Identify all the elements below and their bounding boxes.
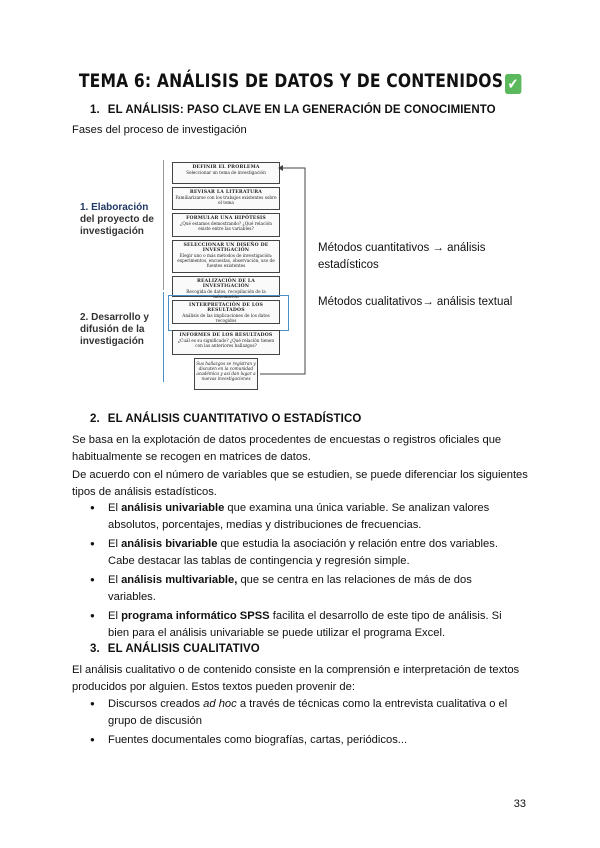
paragraph-line: habitualmente se recogen en matrices de datos. xyxy=(72,451,311,463)
list-item-text: que estudia la asociación y relación entre dos variables. Cabe destacar las tablas de contingencia y regresión simple. xyxy=(108,538,498,567)
list-item-text: El xyxy=(108,610,122,622)
list-item-text: que examina una única variable. Se analizan valores absolutos, porcentajes, medias y distribuciones de frecuencias. xyxy=(108,502,490,531)
qualitative-sources-list xyxy=(92,696,522,752)
paragraph-line: producidos por alguien. Estos textos pueden provenir de: xyxy=(72,681,355,693)
list-item xyxy=(92,572,522,605)
paragraph-line: tipos de análisis estadísticos. xyxy=(72,486,217,498)
note-qualitative: Métodos cualitativos→ análisis textual xyxy=(318,296,513,308)
list-item-text: El xyxy=(108,502,122,514)
page-number: 33 xyxy=(513,798,526,810)
flow-box-text: ¿Qué estamos demostrando? ¿Qué relación existe entre las variables? xyxy=(180,221,272,231)
side-label-development-line: 2. Desarrollo y xyxy=(80,312,149,323)
page-title-text: TEMA 6: ANÁLISIS DE DATOS Y DE CONTENIDOS xyxy=(78,70,504,92)
list-item xyxy=(92,608,522,641)
check-mark-icon: ✔ xyxy=(505,74,521,94)
section-3-heading xyxy=(90,643,260,655)
list-item xyxy=(92,696,522,729)
section-3-title: EL ANÁLISIS CUALITATIVO xyxy=(107,643,260,655)
section-1-number: 1. xyxy=(90,104,100,116)
list-item-bold: programa informático SPSS xyxy=(121,610,270,622)
list-item-bold: análisis univariable xyxy=(121,502,225,514)
list-item-text: facilita el desarrollo de este tipo de análisis. Si bien para el análisis univariable se puede utilizar el programa Excel. xyxy=(108,610,502,639)
list-item-italic: ad hoc xyxy=(203,698,237,710)
page-title xyxy=(54,70,546,94)
flow-box-text: Análisis de las implicaciones de los datos recogidos xyxy=(182,313,270,323)
list-item-text: El xyxy=(108,538,122,550)
paragraph-line: De acuerdo con el número de variables que se estudien, se puede diferenciar los siguientes xyxy=(72,469,528,481)
bracket-line-development xyxy=(163,292,164,382)
list-item-text: Fuentes documentales como biografías, cartas, periódicos... xyxy=(108,734,408,746)
statistical-analysis-list xyxy=(92,500,522,644)
flow-box-text: Recogida de datos, recopilación de la información xyxy=(186,289,266,299)
section-2-title: EL ANÁLISIS CUANTITATIVO O ESTADÍSTICO xyxy=(107,413,362,425)
flow-box-text: ¿Cuál es su significado? ¿Qué relación tienen con las anteriores hallazgos? xyxy=(177,338,275,348)
side-label-project-line: del proyecto de xyxy=(80,214,154,225)
flow-box-title: INFORMES DE LOS RESULTADOS xyxy=(179,333,273,338)
list-item-text: que se centra en las relaciones de más de dos variables. xyxy=(108,574,472,603)
bracket-line-project xyxy=(163,160,164,290)
flow-box-text: Seleccionar un tema de investigación xyxy=(186,170,266,175)
flow-box-title: SELECCIONAR UN DISEÑO DE INVESTIGACIÓN xyxy=(183,243,269,253)
flow-box-title: DEFINIR EL PROBLEMA xyxy=(192,165,260,170)
flow-box-title: REVISAR LA LITERATURA xyxy=(189,190,263,195)
list-item-text: a través de técnicas como la entrevista cualitativa o el grupo de discusión xyxy=(108,698,508,727)
list-item-bold: análisis multivariable, xyxy=(121,574,238,586)
flow-box-title: REALIZACIÓN DE LA INVESTIGACIÓN xyxy=(196,279,256,289)
flow-box-title: INTERPRETACIÓN DE LOS RESULTADOS xyxy=(188,303,264,313)
flow-box-text: Familiarizarse con los trabajos existentes sobre el tema xyxy=(175,195,277,205)
side-label-development-line: investigación xyxy=(80,336,144,347)
list-item xyxy=(92,500,522,533)
note-quantitative-line: estadísticos xyxy=(318,259,379,271)
list-item xyxy=(92,536,522,569)
side-label-project xyxy=(80,202,154,238)
side-label-development-line: difusión de la xyxy=(80,324,145,335)
section-2-heading xyxy=(90,413,361,425)
section-3-number: 3. xyxy=(90,643,100,655)
note-quantitative xyxy=(318,240,485,274)
side-label-project-line: investigación xyxy=(80,226,144,237)
side-label-project-line: 1. Elaboración xyxy=(80,202,149,213)
section-1-intro: Fases del proceso de investigación xyxy=(72,124,247,136)
side-label-development xyxy=(80,312,149,348)
flow-box-discussion xyxy=(194,358,258,390)
list-item-bold: análisis bivariable xyxy=(121,538,218,550)
flow-box-text: Sus hallazgos se registran y discuten en la comunidad académica y así dan lugar a nuevas investigaciones xyxy=(196,361,256,381)
section-3-paragraph-1 xyxy=(72,662,532,696)
feedback-loop-arrow xyxy=(255,160,315,400)
section-2-number: 2. xyxy=(90,413,100,425)
flow-box-text: Elegir uno o más métodos de investigación: experimentos, encuestas, observación, uso de fuentes existentes xyxy=(177,253,275,268)
list-item-text: El xyxy=(108,574,122,586)
flow-box-title: FORMULAR UNA HIPÓTESIS xyxy=(186,216,266,221)
note-quantitative-line: Métodos cuantitativos → análisis xyxy=(318,242,486,254)
paragraph-line: El análisis cualitativo o de contenido consiste en la comprensión e interpretación de textos xyxy=(72,664,520,676)
list-item xyxy=(92,732,522,749)
section-1-heading xyxy=(90,104,496,116)
section-2-paragraph-1 xyxy=(72,432,532,466)
paragraph-line: Se basa en la explotación de datos procedentes de encuestas o registros oficiales que xyxy=(72,434,502,446)
section-2-paragraph-2 xyxy=(72,467,532,501)
list-item-text: Discursos creados xyxy=(108,698,204,710)
section-1-title: EL ANÁLISIS: PASO CLAVE EN LA GENERACIÓN DE CONOCIMIENTO xyxy=(107,104,496,116)
